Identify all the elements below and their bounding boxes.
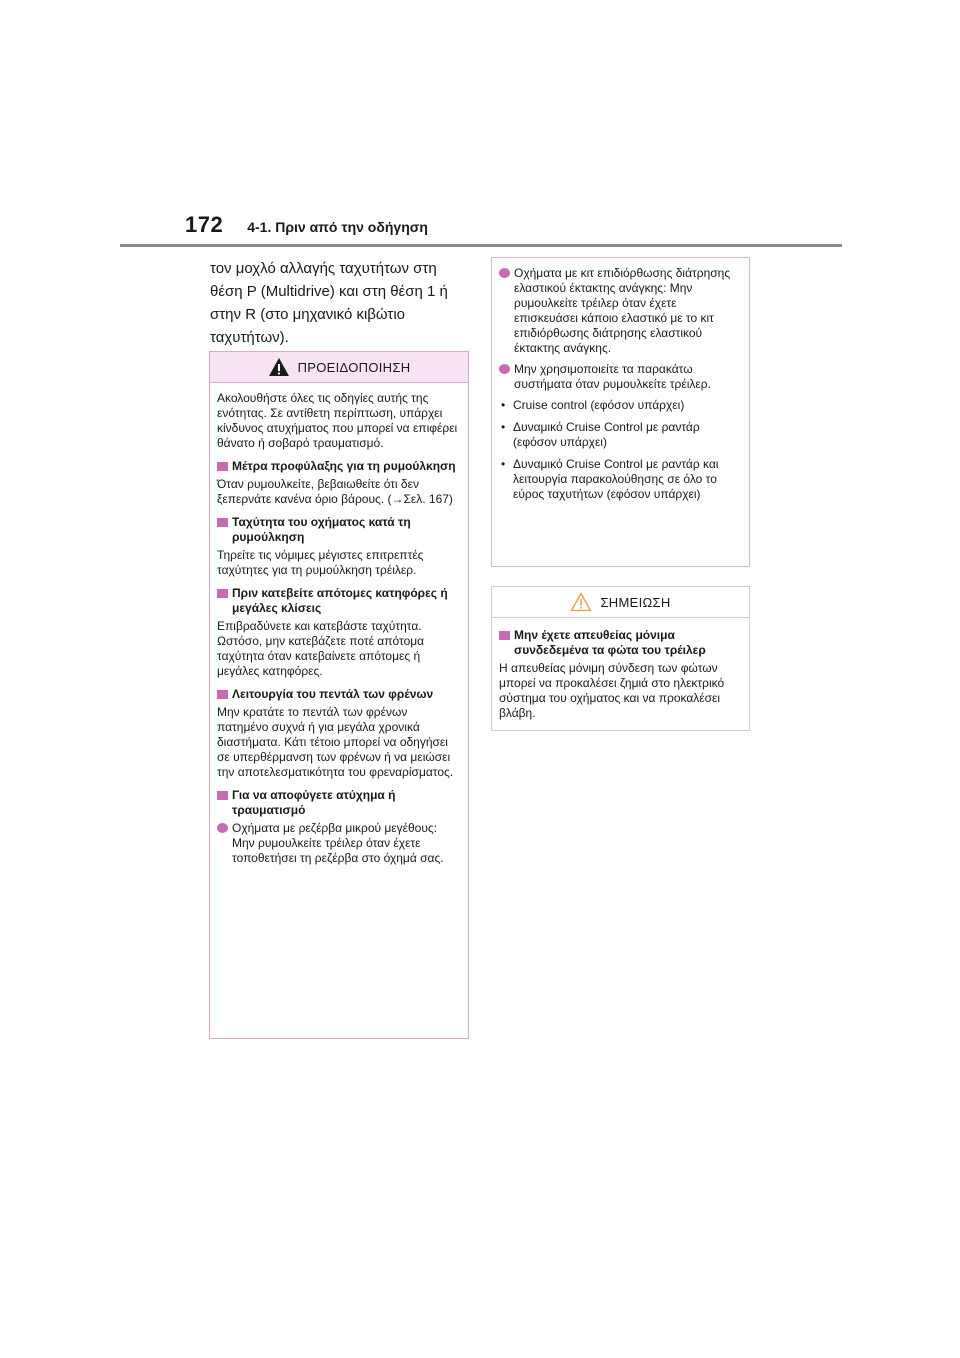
- list-item: • Cruise control (εφόσον υπάρχει): [501, 398, 685, 412]
- warning-intro: Ακολουθήστε όλες τις οδηγίες αυτής της ενότητας. Σε αντίθετη περίπτωση, υπάρχει κίνδυνος ατυχήματος που μπορεί να επιφέρει θάνατο ή σοβαρό τραυματισμό.: [217, 391, 458, 450]
- warning-section-text: Επιβραδύνετε και κατεβάστε ταχύτητα. Ωστόσο, μην κατεβάζετε ποτέ απότομα ταχύτητα όταν κατεβαίνετε απότομες ή μεγάλες κατηφόρες.: [217, 619, 425, 678]
- warning-section-text: Όταν ρυμουλκείτε, βεβαιωθείτε ότι δεν ξεπερνάτε κανένα όριο βάρους. (→Σελ. 167): [217, 477, 453, 506]
- warning-box: [209, 351, 469, 1039]
- warning-section-text: Τηρείτε τις νόμιμες μέγιστες επιτρεπτές ταχύτητες για τη ρυμούλκηση τρέιλερ.: [217, 548, 424, 577]
- list-item: • Δυναμικό Cruise Control με ραντάρ (εφόσον υπάρχει): [501, 420, 700, 449]
- dot-bullet-icon: •: [501, 420, 506, 434]
- page-number: 172: [185, 212, 224, 237]
- notice-box: [491, 586, 750, 731]
- warning-section-text: Μην κρατάτε το πεντάλ των φρένων πατημένο συχνά ή για μεγάλα χρονικά διαστήματα. Κάτι τέτοιο μπορεί να οδηγήσει σε υπερθέρμανση των φρένων ή να μειώσει την αποτελεσματικότητα του φρεναρίσματος.: [217, 705, 454, 779]
- warning-section-heading: Μέτρα προφύλαξης για τη ρυμούλκηση: [217, 459, 461, 474]
- list-item: • Δυναμικό Cruise Control με ραντάρ και λειτουργία παρακολούθησης σε όλο το εύρος ταχυτήτων (εφόσον υπάρχει): [501, 457, 719, 501]
- notice-triangle-icon: [570, 592, 592, 612]
- notice-title: ΣΗΜΕΙΩΣΗ: [600, 594, 671, 610]
- warning-section-heading: Ταχύτητα του οχήματος κατά τη ρυμούλκηση: [217, 515, 461, 545]
- warning-section-heading: Για να αποφύγετε ατύχημα ή τραυματισμό: [217, 788, 461, 818]
- section-title: 4-1. Πριν από την οδήγηση: [247, 219, 428, 235]
- warning-section-heading: Λειτουργία του πεντάλ των φρένων: [217, 687, 461, 702]
- notice-header: [492, 587, 749, 618]
- header-rule: [120, 244, 842, 247]
- page-header: [185, 212, 428, 238]
- dot-bullet-icon: •: [501, 398, 506, 412]
- square-bullet-icon: [217, 518, 228, 527]
- circle-bullet-icon: [499, 268, 510, 278]
- notice-heading: Μην έχετε απευθείας μόνιμα συνδεδεμένα τα φώτα του τρέιλερ: [499, 628, 742, 658]
- warning-continuation-box: [491, 257, 750, 567]
- dot-bullet-icon: •: [501, 457, 506, 471]
- list-item: Οχήματα με κιτ επιδιόρθωσης διάτρησης ελαστικού έκτακτης ανάγκης: Μην ρυμουλκείτε τρέιλερ όταν έχετε επισκευάσει κάποιο ελαστικό με το κιτ επιδιόρθωσης διάτρησης ελαστικού έκτακτης ανάγκης.: [499, 266, 742, 356]
- notice-body: [492, 618, 749, 735]
- square-bullet-icon: [217, 589, 228, 598]
- square-bullet-icon: [499, 631, 510, 640]
- circle-bullet-icon: [499, 364, 510, 374]
- list-item: Μην χρησιμοποιείτε τα παρακάτω συστήματα όταν ρυμουλκείτε τρέιλερ.: [499, 362, 742, 392]
- warning-section-heading: Πριν κατεβείτε απότομες κατηφόρες ή μεγάλες κλίσεις: [217, 586, 461, 616]
- warning-continuation-body: [492, 258, 749, 515]
- warning-title: ΠΡΟΕΙΔΟΠΟΙΗΣΗ: [297, 359, 411, 375]
- notice-text: Η απευθείας μόνιμη σύνδεση των φώτων μπορεί να προκαλέσει ζημιά στο ηλεκτρικό σύστημα του οχήματος και να προκαλέσει βλάβη.: [499, 661, 725, 720]
- square-bullet-icon: [217, 791, 228, 800]
- warning-body: [210, 383, 468, 878]
- circle-bullet-icon: [217, 823, 228, 833]
- list-item: Οχήματα με ρεζέρβα μικρού μεγέθους: Μην ρυμουλκείτε τρέιλερ όταν έχετε τοποθετήσει τη ρεζέρβα στο όχημά σας.: [217, 821, 461, 866]
- warning-header: [210, 352, 468, 383]
- square-bullet-icon: [217, 690, 228, 699]
- warning-triangle-icon: [268, 357, 290, 377]
- intro-paragraph: τον μοχλό αλλαγής ταχυτήτων στη θέση P (Multidrive) και στη θέση 1 ή στην R (στο μηχανικό κιβώτιο ταχυτήτων).: [210, 260, 448, 346]
- square-bullet-icon: [217, 462, 228, 471]
